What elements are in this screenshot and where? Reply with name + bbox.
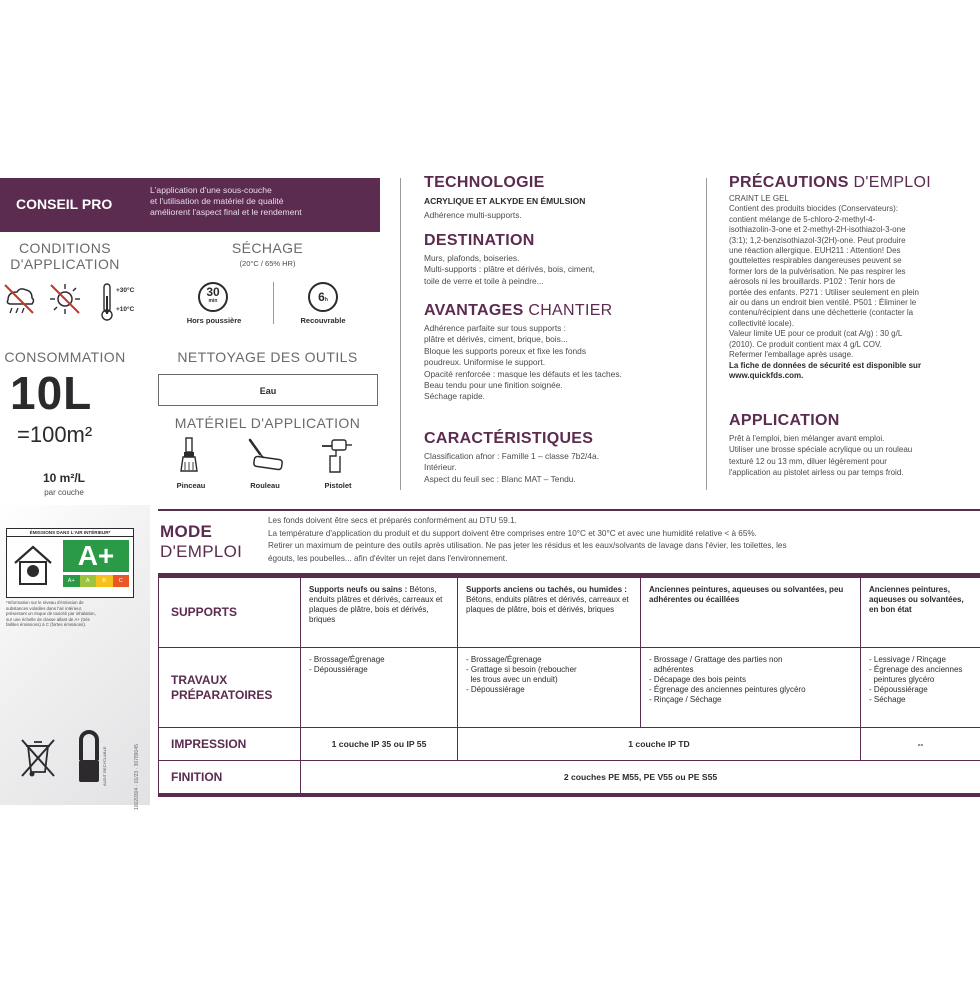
table-row [159,648,980,728]
recoat-badge [308,282,338,312]
dust-free-badge [198,282,228,312]
recoat-value: 6 [318,290,325,304]
table-cell [861,578,980,648]
table-row [159,761,980,794]
table-bottom-bar [158,793,980,797]
technologie-text: Adhérence multi-supports. [424,210,522,220]
cell-item: - Dépoussiérage [869,685,928,694]
mode-emploi-title-line: MODE [160,522,213,541]
cell-item: - Égrenage des anciennes [869,665,963,674]
column-divider [400,178,401,490]
precautions-bold-line: www.quickfds.com. [729,370,804,380]
table-cell [861,648,980,728]
avantages-line: Opacité renforcée : masque les défauts et les taches. [424,368,622,379]
mode-emploi-top-rule [158,509,980,511]
mode-emploi-line: Les fonds doivent être secs et préparés conformément au DTU 59.1. [268,516,517,525]
application-line: Utiliser une brosse spéciale acrylique ou un rouleau [729,445,913,455]
spray-gun-icon [318,436,358,479]
cell-text: Bétons, enduits plâtres et dérivés, carreaux et plaques de plâtre, bois et dérivés, briques [466,595,629,614]
technologie-subtitle: ACRYLIQUE ET ALKYDE EN ÉMULSION [424,196,586,206]
consommation-area: =100m² [17,422,93,447]
application-text [729,433,912,479]
cell-item: - Dépoussiérage [309,665,368,674]
precautions-line: isothiazolin-3-one et 2-methyl-2H-isothiazol-3-one [729,225,906,235]
avantages-line: Beau tendu pour une finition soignée. [424,380,563,391]
conditions-title-line: D'APPLICATION [10,256,120,272]
avantages-line: plâtre et dérivés, ciment, brique, bois... [424,334,568,345]
conditions-title [0,240,130,272]
application-line: texturé 12 ou 13 mm, diluer légèrement pour [729,456,887,466]
avantages-title-light: CHANTIER [523,302,613,319]
precautions-title-light: D'EMPLOI [848,174,931,191]
dust-free-value: 30 [206,285,220,299]
emission-scale-item: A [80,575,97,587]
cell-text: Bétons, enduits plâtres et dérivés, carreaux et plaques de plâtre, bois et dérivés, briques [309,585,443,624]
precautions-line: Valeur limite UE pour ce produit (cat A/g) : 30 g/L [729,329,903,339]
sechage-divider [273,282,274,324]
emission-note-line: présentant un risque de toxicité par inhalation, [6,611,96,617]
lot-code: 10020304 · 01/23 · 36789045 [134,744,140,810]
caracteristiques-title: CARACTÉRISTIQUES [424,430,594,447]
cell-item: peintures glycéro [869,675,935,684]
temp-max: +30°C [116,287,135,294]
column-divider [706,178,707,490]
precautions-line: Contient des produits biocides (Conservateurs): [729,204,898,214]
roller-icon [244,436,284,479]
conseil-pro-line: améliorent l'aspect final et le rendement [150,207,302,217]
table-cell: 1 couche IP TD [458,728,861,761]
table-row [159,578,980,648]
cell-item: - Séchage [869,695,906,704]
cell-item: les trous avec un enduit) [466,675,558,684]
conseil-pro-line: L'application d'une sous-couche [150,185,272,195]
destination-title: DESTINATION [424,232,535,249]
precautions-line: air ou dans un endroit bien ventilé. P501 : Éliminer le [729,298,917,308]
emission-label [6,528,134,598]
application-line: Prêt à l'emploi, bien mélanger avant emploi. [729,434,885,443]
nettoyage-value-box: Eau [158,374,378,406]
precautions-line: (2010). Ce produit contient max 4 g/L COV. [729,339,882,349]
consommation-title: CONSOMMATION [4,349,126,365]
no-sun-icon [48,282,82,321]
recycle-label: AUDIT RECYCLABLE [102,746,107,786]
nettoyage-title: NETTOYAGE DES OUTILS [177,349,358,365]
mode-emploi-title-line: D'EMPLOI [160,542,243,561]
dust-free-label: Hors poussière [186,316,242,325]
caracteristiques-line: Intérieur. [424,462,457,473]
mode-emploi-text [268,515,787,565]
avantages-line: Séchage rapide. [424,391,485,402]
sechage-title: SÉCHAGE [231,240,304,256]
table-cell: -- [861,728,980,761]
caracteristiques-text [424,451,599,485]
precautions-bold-line: La fiche de données de sécurité est disponible sur [729,360,922,370]
recoat-label: Recouvrable [300,316,346,325]
table-cell [641,648,861,728]
technologie-title: TECHNOLOGIE [424,174,545,191]
cell-item: - Égrenage des anciennes peintures glycéro [649,685,806,694]
cell-bold: Anciennes peintures, aqueuses ou solvantées, en bon état [869,585,964,614]
emission-note-line: faibles émissions) à C (fortes émissions). [6,622,87,628]
emission-note-line: sur une échelle de classe allant de A+ (très [6,616,90,622]
conseil-pro-text [150,185,302,218]
recycle-logo-icon [76,728,102,789]
row-head-finition: FINITION [159,761,301,794]
table-cell: 1 couche IP 35 ou IP 55 [301,728,458,761]
temp-min: +10°C [116,306,135,313]
emission-scale-item: A+ [63,575,80,587]
application-title: APPLICATION [729,412,840,429]
tool-label-rouleau: Rouleau [250,481,280,490]
caracteristiques-line: Aspect du feuil sec : Blanc MAT – Tendu. [424,473,576,484]
destination-line: Murs, plafonds, boiseries. [424,253,520,263]
cell-bold: Supports neufs ou sains : [309,585,408,594]
cell-item: - Rinçage / Séchage [649,695,722,704]
conditions-title-line: CONDITIONS [19,240,111,256]
cell-item: - Dépoussiérage [466,685,525,694]
destination-text [424,253,595,287]
emission-note-line: substances volatiles dans l'air intérieur, [6,605,83,611]
precautions-title-bold: PRÉCAUTIONS [729,174,849,191]
row-head-supports: SUPPORTS [159,578,301,648]
precautions-line: portée des enfants. P271 : Utiliser seulement en plein [729,287,919,297]
mode-emploi-title [160,522,242,562]
table-row [159,728,980,761]
emission-header: ÉMISSIONS DANS L'AIR INTÉRIEUR* [7,529,133,537]
precautions-line: aérosols ni les brouillards. P102 : Tenir hors de [729,277,896,287]
avantages-line: Bloque les supports poreux et fixe les fonds [424,345,587,356]
avantages-line: Adhérence parfaite sur tous supports : [424,323,566,333]
cell-bold: Supports anciens ou tachés, ou humides : [466,585,627,594]
table-cell [301,578,458,648]
cell-item: - Décapage des bois peints [649,675,746,684]
precautions-line: collectivité locale). [729,318,794,328]
row-head-travaux: TRAVAUX PRÉPARATOIRES [159,648,301,728]
emission-note [6,600,96,628]
application-line: l'application au pistolet airless ou par temps froid. [729,468,904,478]
table-cell [641,578,861,648]
table-cell: 2 couches PE M55, PE V55 ou PE S55 [301,761,980,794]
row-head-impression: IMPRESSION [159,728,301,761]
thermometer-icon [100,282,114,327]
cell-item: - Grattage si besoin (reboucher [466,665,577,674]
avantages-title-bold: AVANTAGES [424,302,524,319]
avantages-text [424,323,622,403]
mode-emploi-line: Retirer un maximum de peinture des outils après utilisation. Ne pas jeter les résidus et les eaux/solvants de lavage dans l'évier, les toilettes, les [268,541,787,550]
precautions-line: (3:1); 1,2-benzisothiazol-3(2H)-one. Peut produire [729,235,906,245]
emission-note-line: *Information sur le niveau d'émission de [6,600,84,605]
destination-line: toile de verre et toile à peindre... [424,275,544,286]
cell-bold: Anciennes peintures, aqueuses ou solvantées, peu adhérentes ou écaillées [649,585,844,604]
precautions-line: contient mélange de 5-chloro-2-methyl-4- [729,214,876,224]
dust-free-unit: min [208,298,218,304]
no-rain-icon [2,282,36,321]
cell-item: - Lessivage / Rinçage [869,655,946,664]
house-icon [11,541,55,592]
tool-label-pinceau: Pinceau [176,481,206,490]
destination-line: Multi-supports : plâtre et dérivés, bois, ciment, [424,264,595,275]
emission-scale-item: B [96,575,113,587]
emission-scale [63,575,129,587]
mode-emploi-line: La température d'application du produit et du support doivent être comprises entre 10°C et 30°C et avec une humidité relative < à 65%. [268,528,757,538]
conseil-pro-title: CONSEIL PRO [16,196,113,212]
tool-label-pistolet: Pistolet [324,481,352,490]
cell-item: - Brossage / Grattage des parties non [649,655,783,664]
recoat-unit: h [324,297,328,303]
materiel-title: MATÉRIEL D'APPLICATION [174,415,361,431]
conseil-pro-line: et l'utilisation de matériel de qualité [150,196,284,206]
avantages-title [424,302,613,320]
sechage-subtitle: (20°C / 65% HR) [239,259,296,268]
mode-emploi-line: égouts, les poubelles... afin d'éviter un rejet dans l'environnement. [268,553,508,563]
consommation-rate-note: par couche [44,488,84,497]
cell-item: - Brossage/Égrenage [466,655,542,664]
consommation-rate: 10 m²/L [42,471,85,485]
table-cell [458,648,641,728]
precautions-text [729,194,921,381]
cell-item: adhérentes [649,665,694,674]
table-cell [301,648,458,728]
table-cell [458,578,641,648]
preparation-table [158,577,980,794]
avantages-line: poudreux. Uniformise le support. [424,357,546,368]
precautions-line: gouttelettes respirables dangereuses peuvent se [729,256,902,266]
precautions-line: Refermer l'emballage après usage. [729,350,854,360]
precautions-line: former lors de la pulvérisation. Ne pas respirer les [729,266,906,276]
cell-item: - Brossage/Égrenage [309,655,385,664]
precautions-line: contenu/récipient dans une déchetterie (contacter la [729,308,914,318]
emission-grade: A+ [63,540,129,572]
weee-bin-icon [18,736,58,785]
precautions-title [729,174,931,192]
brush-icon [176,436,204,479]
precautions-line: CRAINT LE GEL [729,194,789,203]
caracteristiques-line: Classification afnor : Famille 1 – classe 7b2/4a. [424,451,600,461]
precautions-line: une réaction allergique. EUH211 : Attention! Des [729,246,901,256]
emission-scale-item: C [113,575,130,587]
consommation-volume: 10L [10,367,93,419]
